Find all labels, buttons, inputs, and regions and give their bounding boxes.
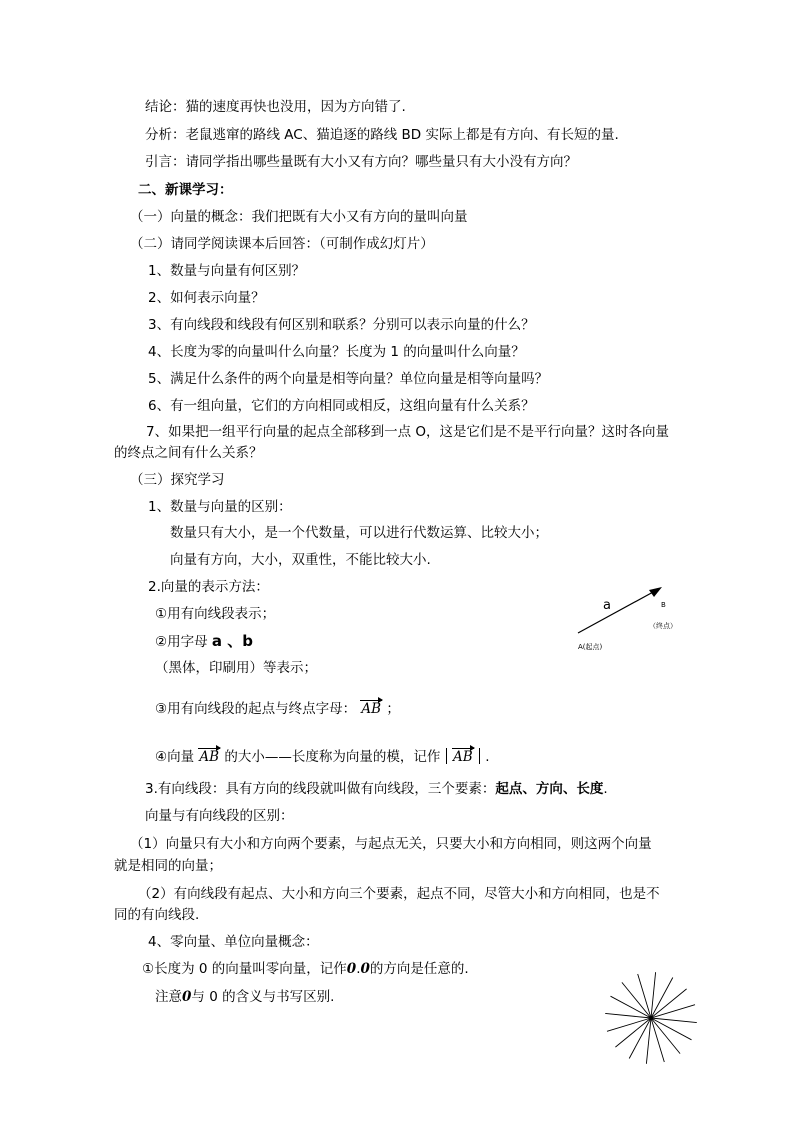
analysis-line: 分析：老鼠逃窜的路线 AC、猫追逐的路线 BD 实际上都是有方向、有长短的量. bbox=[145, 127, 619, 143]
question-7-cont: 的终点之间有什么关系？ bbox=[114, 445, 263, 461]
question-1: 1、数量与向量有何区别？ bbox=[148, 263, 306, 279]
note-text: 注意 bbox=[155, 989, 182, 1005]
representation-title: 2.向量的表示方法： bbox=[148, 579, 269, 595]
representation-3-end: ； bbox=[386, 701, 400, 717]
question-7: 7、如果把一组平行向量的起点全部移到一点 O，这是它们是不是平行向量？这时各向量 bbox=[146, 424, 670, 440]
startpoint-label: A(起点) bbox=[578, 643, 603, 651]
zero-vector-text: ①长度为 0 的向量叫零向量，记作 bbox=[142, 961, 347, 977]
starburst-ray bbox=[638, 974, 651, 1018]
question-5: 5、满足什么条件的两个向量是相等向量？单位向量是相等向量吗？ bbox=[148, 371, 549, 387]
starburst-ray bbox=[622, 982, 651, 1018]
starburst-ray bbox=[607, 1018, 651, 1031]
difference-vector: 向量有方向，大小，双重性，不能比较大小. bbox=[170, 552, 431, 568]
directed-segment-text: 3.有向线段：具有方向的线段就叫做有向线段，三个要素： bbox=[145, 781, 496, 797]
difference-title: 1、数量与向量的区别： bbox=[148, 499, 292, 515]
representation-1: ①用有向线段表示； bbox=[155, 606, 276, 622]
endpoint-label-b: B bbox=[661, 601, 666, 609]
starburst-ray bbox=[651, 1018, 664, 1062]
vector-ab-notation: AB bbox=[361, 701, 382, 717]
note-end: 与 0 的含义与书写区别. bbox=[191, 989, 335, 1005]
starburst-ray bbox=[651, 1018, 680, 1054]
note-zero-symbol: 0 bbox=[182, 989, 192, 1005]
segment-difference-title: 向量与有向线段的区别： bbox=[145, 808, 294, 824]
explore-heading: （三）探究学习 bbox=[130, 472, 225, 488]
representation-4-mid: 的大小——长度称为向量的模，记作 bbox=[224, 749, 441, 765]
bold-letters: a 、b bbox=[211, 632, 253, 650]
representation-2-text: ②用字母 bbox=[155, 634, 208, 650]
question-2: 2、如何表示向量？ bbox=[148, 290, 265, 306]
endpoint-annotation: （终点） bbox=[649, 622, 677, 630]
vector-ab-notation-2: AB bbox=[199, 749, 220, 765]
difference-point-1-cont: 就是相同的向量； bbox=[114, 858, 222, 874]
question-6: 6、有一组向量，它们的方向相同或相反，这组向量有什么关系？ bbox=[148, 398, 535, 414]
section-heading: 二、新课学习： bbox=[138, 182, 233, 198]
reading-line: （二）请同学阅读课本后回答：（可制作成幻灯片） bbox=[130, 236, 434, 252]
zero-vector-dot: . bbox=[356, 961, 361, 977]
starburst-ray bbox=[651, 989, 687, 1018]
representation-3-text: ③用有向线段的起点与终点字母： bbox=[155, 701, 357, 717]
question-4: 4、长度为零的向量叫什么向量？长度为 1 的向量叫什么向量？ bbox=[148, 344, 525, 360]
vector-ab-modulus: AB bbox=[452, 749, 473, 765]
representation-2-cont: （黑体，印刷用）等表示； bbox=[155, 660, 317, 676]
intro-line: 引言：请同学指出哪些量既有大小又有方向？哪些量只有大小没有方向？ bbox=[145, 154, 577, 170]
zero-vector-end: 的方向是任意的. bbox=[369, 961, 469, 977]
vector-label-a: a bbox=[603, 598, 611, 613]
difference-scalar: 数量只有大小，是一个代数量，可以进行代数运算、比较大小； bbox=[170, 525, 548, 541]
directed-segment-end: . bbox=[603, 781, 608, 797]
question-3: 3、有向线段和线段有何区别和联系？分别可以表示向量的什么？ bbox=[148, 317, 535, 333]
starburst-ray bbox=[615, 1018, 651, 1047]
representation-4-end: . bbox=[485, 749, 490, 765]
concept-line: （一）向量的概念：我们把既有大小又有方向的量叫向量 bbox=[130, 209, 468, 225]
zero-vector-symbol: 0 bbox=[346, 961, 357, 977]
difference-point-1: （1）向量只有大小和方向两个要素，与起点无关，只要大小和方向相同，则这两个向量 bbox=[130, 836, 652, 852]
representation-4-pre: ④向量 bbox=[155, 749, 195, 765]
conclusion-line: 结论：猫的速度再快也没用，因为方向错了. bbox=[145, 99, 406, 115]
zero-vector-symbol-2: 0 bbox=[360, 961, 370, 977]
starburst-ray bbox=[651, 1005, 695, 1018]
difference-point-2: （2）有向线段有起点、大小和方向三个要素，起点不同，尽管大小和方向相同，也是不 bbox=[138, 886, 660, 902]
difference-point-2-cont: 同的有向线段. bbox=[114, 907, 200, 923]
three-elements: 起点、方向、长度 bbox=[495, 781, 604, 797]
zero-unit-title: 4、零向量、单位向量概念： bbox=[148, 934, 319, 950]
